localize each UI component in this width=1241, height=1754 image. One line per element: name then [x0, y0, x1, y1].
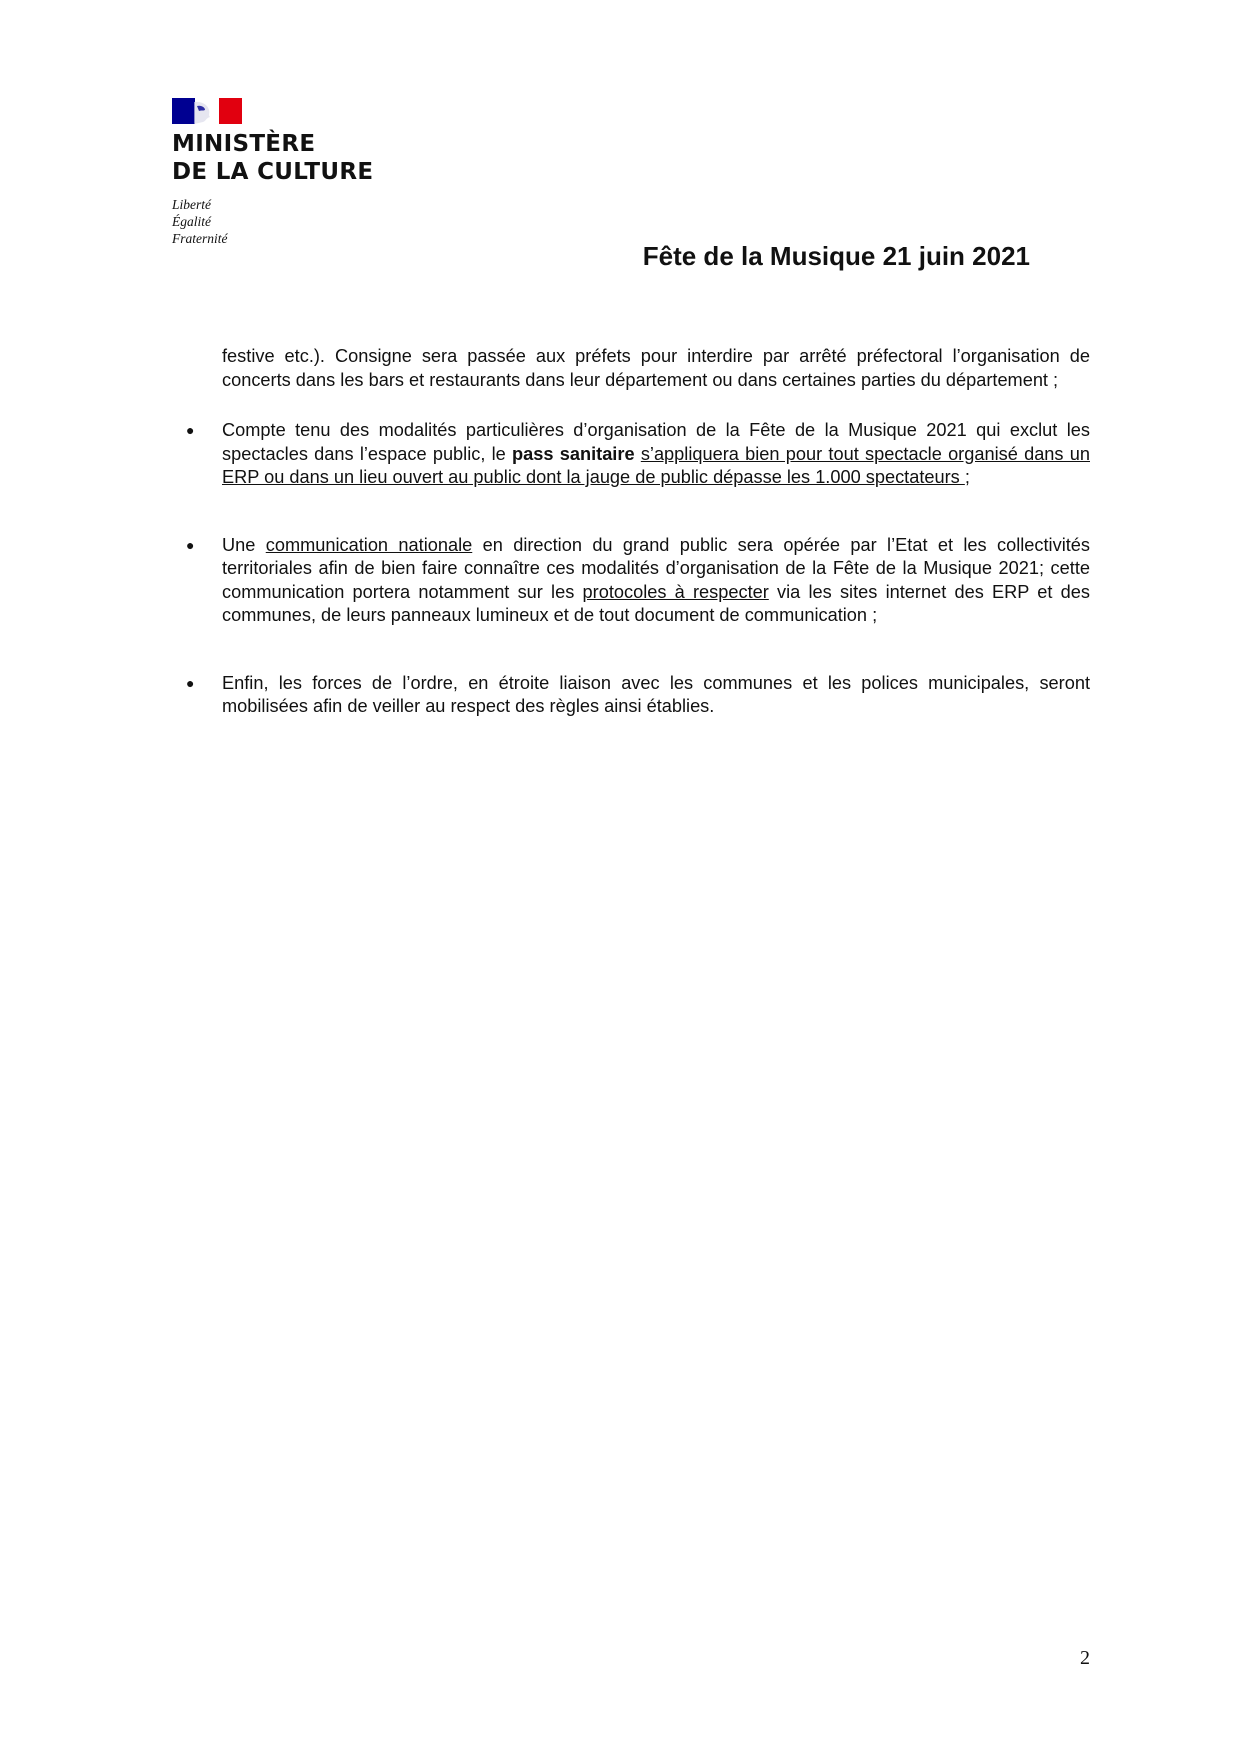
list-item-forces-ordre: ● Enfin, les forces de l’ordre, en étroite liaison avec les communes et les polices municipales, seront mobilisées afin de veiller au respect des règles ainsi établies. — [186, 672, 1090, 716]
ministry-name-line2: DE LA CULTURE — [172, 159, 374, 185]
bullet-icon: ● — [186, 422, 195, 438]
ministry-name — [172, 130, 432, 186]
document-body — [186, 345, 1090, 719]
marianne-flag-icon — [172, 98, 242, 124]
motto-liberte: Liberté — [172, 197, 211, 212]
protocoles-term: protocoles à respecter — [582, 581, 769, 602]
document-title: Fête de la Musique 21 juin 2021 — [642, 241, 1030, 271]
republic-motto — [172, 196, 432, 247]
motto-fraternite: Fraternité — [172, 231, 228, 246]
ministry-name-line1: MINISTÈRE — [172, 131, 316, 157]
pass-sanitaire-term: pass sanitaire — [512, 443, 635, 464]
underlined-rule: s’appliquera bien pour tout spectacle organisé dans un ERP ou dans un lieu ouvert au public dont la jauge de public dépasse les 1.000 spectateurs — [222, 443, 1090, 487]
motto-egalite: Égalité — [172, 214, 211, 229]
bullet-icon: ● — [186, 674, 195, 691]
continuation-paragraph: festive etc.). Consigne sera passée aux préfets pour interdire par arrêté préfectoral l’organisation de concerts dans les bars et restaurants dans leur département ou dans certaines parties du département ; — [222, 346, 1090, 390]
bullet-icon: ● — [186, 536, 195, 553]
list-item-communication: ● Une communication nationale en direction du grand public sera opérée par l’Etat et les collectivités territoriales afin de bien faire connaître ces modalités d’organisation de la Fête de la Musique 2021; cette communication portera notamment sur les protocoles à respecter via les sites internet des ERP et des communes, de leurs panneaux lumineux et de tout document de communication ; — [186, 534, 1090, 625]
list-item-pass-sanitaire: ● Compte tenu des modalités particulières d’organisation de la Fête de la Musique 2021 qui exclut les spectacles dans l’espace public, le pass sanitaire s’appliquera bien pour tout spectacle organisé dans un ERP ou dans un lieu ouvert au public dont la jauge de public dépasse les 1.000 spectateurs ; — [186, 420, 1090, 487]
ministry-logo — [172, 98, 432, 247]
communication-nationale-term: communication nationale — [265, 534, 473, 555]
page-number: 2 — [1080, 1647, 1090, 1669]
